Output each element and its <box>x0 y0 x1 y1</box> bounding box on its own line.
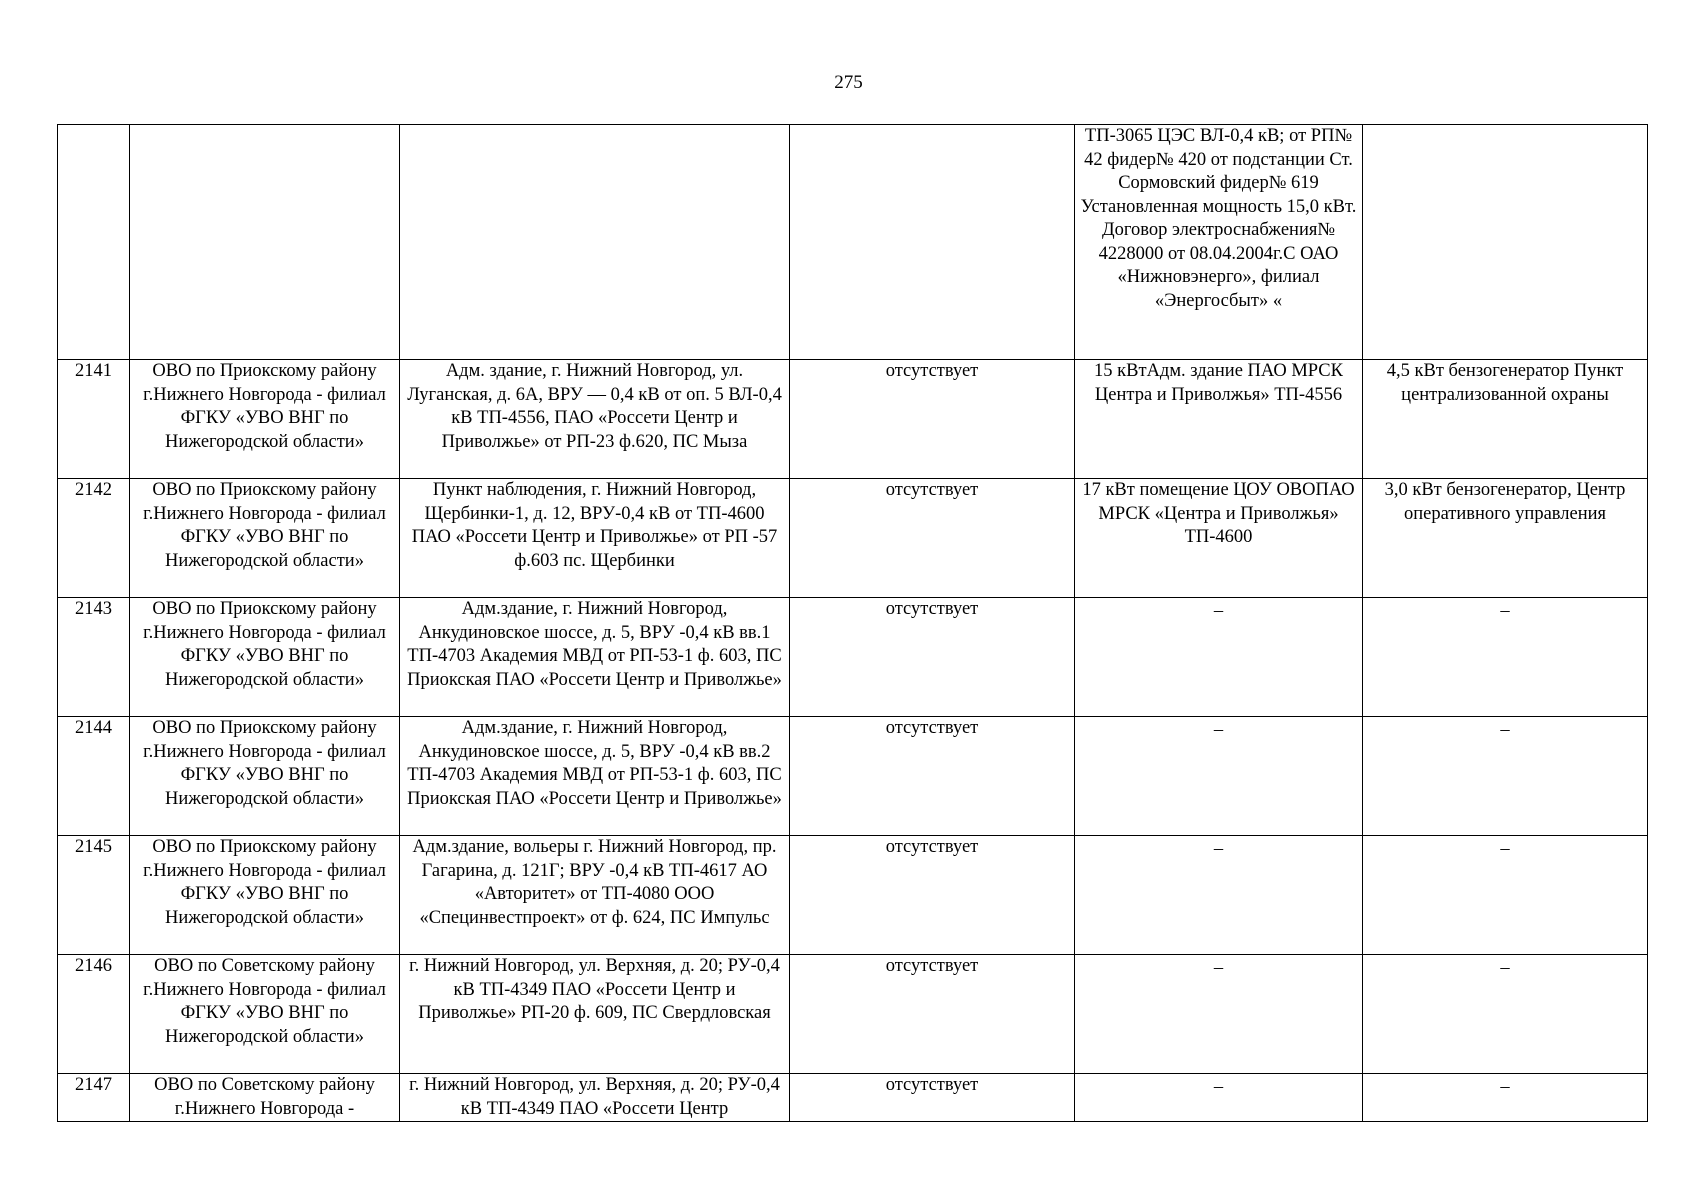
cell-status: отсутствует <box>790 598 1075 717</box>
cell-status: отсутствует <box>790 360 1075 479</box>
cell-org: ОВО по Приокскому району г.Нижнего Новгорода - филиал ФГКУ «УВО ВНГ по Нижегородской области» <box>130 360 400 479</box>
dash-mark: – <box>1213 1077 1224 1097</box>
cell-num: 2144 <box>58 717 130 836</box>
cell-org <box>130 125 400 360</box>
cell-address: Адм.здание, г. Нижний Новгород, Анкудиновское шоссе, д. 5, ВРУ -0,4 кВ вв.2 ТП-4703 Академия МВД от РП-53-1 ф. 603, ПС Приокская ПАО «Россети Центр и Приволжье» <box>400 717 790 836</box>
table-row <box>58 1074 1648 1122</box>
cell-reserve <box>1363 717 1648 836</box>
table-row-continuation <box>58 125 1648 360</box>
cell-reserve <box>1363 1074 1648 1122</box>
cell-num: 2145 <box>58 836 130 955</box>
cell-num: 2147 <box>58 1074 130 1122</box>
cell-num: 2146 <box>58 955 130 1074</box>
cell-status: отсутствует <box>790 479 1075 598</box>
cell-power <box>1075 717 1363 836</box>
dash-mark: – <box>1500 839 1510 859</box>
cell-org: ОВО по Советскому району г.Нижнего Новгорода - филиал ФГКУ «УВО ВНГ по Нижегородской области» <box>130 955 400 1074</box>
cell-reserve <box>1363 125 1648 360</box>
cell-address: Адм.здание, г. Нижний Новгород, Анкудиновское шоссе, д. 5, ВРУ -0,4 кВ вв.1 ТП-4703 Академия МВД от РП-53-1 ф. 603, ПС Приокская ПАО «Россети Центр и Приволжье» <box>400 598 790 717</box>
cell-address: г. Нижний Новгород, ул. Верхняя, д. 20; РУ-0,4 кВ ТП-4349 ПАО «Россети Центр <box>400 1074 790 1122</box>
cell-reserve <box>1363 598 1648 717</box>
cell-status: отсутствует <box>790 836 1075 955</box>
cell-power: 17 кВт помещение ЦОУ ОВОПАО МРСК «Центра и Приволжья» ТП-4600 <box>1075 479 1363 598</box>
dash-mark: – <box>1500 958 1510 978</box>
table-row <box>58 836 1648 955</box>
cell-status: отсутствует <box>790 955 1075 1074</box>
cell-num: 2143 <box>58 598 130 717</box>
cell-org: ОВО по Приокскому району г.Нижнего Новгорода - филиал ФГКУ «УВО ВНГ по Нижегородской области» <box>130 836 400 955</box>
cell-reserve <box>1363 836 1648 955</box>
table-row <box>58 955 1648 1074</box>
register-table <box>57 124 1648 1122</box>
cell-status: отсутствует <box>790 1074 1075 1122</box>
cell-num: 2142 <box>58 479 130 598</box>
cell-num: 2141 <box>58 360 130 479</box>
table-row <box>58 360 1648 479</box>
cell-power <box>1075 955 1363 1074</box>
dash-mark: – <box>1213 958 1224 978</box>
cell-address: г. Нижний Новгород, ул. Верхняя, д. 20; РУ-0,4 кВ ТП-4349 ПАО «Россети Центр и Приволжье» РП-20 ф. 609, ПС Свердловская <box>400 955 790 1074</box>
cell-power: ТП-3065 ЦЭС ВЛ-0,4 кВ; от РП№ 42 фидер№ 420 от подстанции Ст. Сормовский фидер№ 619 Установленная мощность 15,0 кВт. Договор электроснабжения№ 4228000 от 08.04.2004г.С ОАО «Нижновэнерго», филиал «Энергосбыт» « <box>1075 125 1363 360</box>
cell-reserve: 4,5 кВт бензогенератор Пункт централизованной охраны <box>1363 360 1648 479</box>
cell-org: ОВО по Приокскому району г.Нижнего Новгорода - филиал ФГКУ «УВО ВНГ по Нижегородской области» <box>130 479 400 598</box>
cell-org: ОВО по Советскому району г.Нижнего Новгорода - <box>130 1074 400 1122</box>
dash-mark: – <box>1500 720 1510 740</box>
cell-address: Адм.здание, вольеры г. Нижний Новгород, пр. Гагарина, д. 121Г; ВРУ -0,4 кВ ТП-4617 АО «Авторитет» от ТП-4080 ООО «Специнвестпроект» от ф. 624, ПС Импульс <box>400 836 790 955</box>
cell-power <box>1075 598 1363 717</box>
cell-power: 15 кВтАдм. здание ПАО МРСК Центра и Приволжья» ТП-4556 <box>1075 360 1363 479</box>
dash-mark: – <box>1213 601 1224 621</box>
cell-address <box>400 125 790 360</box>
cell-reserve: 3,0 кВт бензогенератор, Центр оперативного управления <box>1363 479 1648 598</box>
cell-address: Пункт наблюдения, г. Нижний Новгород, Щербинки-1, д. 12, ВРУ-0,4 кВ от ТП-4600 ПАО «Россети Центр и Приволжье» от РП -57 ф.603 пс. Щербинки <box>400 479 790 598</box>
cell-status: отсутствует <box>790 717 1075 836</box>
table-row <box>58 598 1648 717</box>
cell-org: ОВО по Приокскому району г.Нижнего Новгорода - филиал ФГКУ «УВО ВНГ по Нижегородской области» <box>130 598 400 717</box>
dash-mark: – <box>1213 720 1224 740</box>
dash-mark: – <box>1500 1077 1510 1097</box>
cell-power <box>1075 836 1363 955</box>
cell-reserve <box>1363 955 1648 1074</box>
table-row <box>58 479 1648 598</box>
cell-power <box>1075 1074 1363 1122</box>
page-number: 275 <box>834 72 863 93</box>
table-row <box>58 717 1648 836</box>
cell-status <box>790 125 1075 360</box>
cell-address: Адм. здание, г. Нижний Новгород, ул. Луганская, д. 6А, ВРУ — 0,4 кВ от оп. 5 ВЛ-0,4 кВ ТП-4556, ПАО «Россети Центр и Приволжье» от РП-23 ф.620, ПС Мыза <box>400 360 790 479</box>
cell-org: ОВО по Приокскому району г.Нижнего Новгорода - филиал ФГКУ «УВО ВНГ по Нижегородской области» <box>130 717 400 836</box>
dash-mark: – <box>1213 839 1224 859</box>
cell-num <box>58 125 130 360</box>
dash-mark: – <box>1500 601 1510 621</box>
